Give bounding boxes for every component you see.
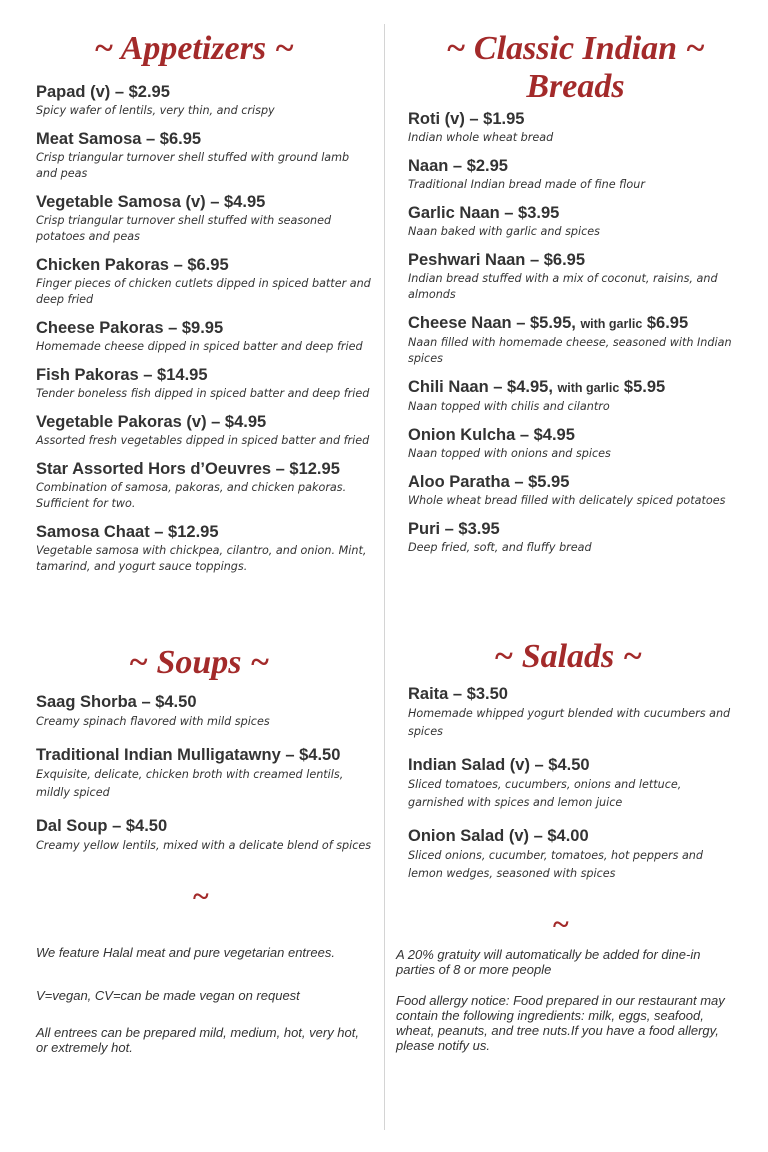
- menu-item: [408, 203, 738, 240]
- menu-item: [408, 755, 738, 812]
- item-desc: Naan topped with chilis and cilantro: [408, 400, 610, 413]
- ornament-right: ~: [553, 908, 569, 941]
- item-name-garlic-note: with garlic: [557, 381, 620, 395]
- item-desc: Indian bread stuffed with a mix of coconut, raisins, and almonds: [408, 272, 718, 301]
- item-name: Meat Samosa – $6.95: [36, 130, 202, 148]
- item-name: Naan – $2.95: [408, 157, 508, 175]
- item-desc: Crisp triangular turnover shell stuffed with ground lamb and peas: [36, 151, 350, 180]
- item-name: Cheese Pakoras – $9.95: [36, 319, 224, 337]
- item-desc: Creamy spinach flavored with mild spices: [36, 715, 270, 728]
- item-name: Saag Shorba – $4.50: [36, 693, 197, 711]
- salads-section: [408, 638, 738, 897]
- soups-section: [36, 644, 372, 869]
- menu-item: [36, 192, 372, 245]
- note-spice-levels: All entrees can be prepared mild, medium, hot, very hot, or extremely hot.: [36, 1025, 359, 1055]
- menu-item: [408, 684, 738, 741]
- note-halal: We feature Halal meat and pure vegetarian entrees.: [36, 945, 335, 960]
- menu-item: [36, 129, 372, 182]
- menu-item: [36, 692, 372, 731]
- menu-item: [36, 522, 372, 575]
- item-name-main: Chili Naan – $4.95,: [408, 378, 553, 396]
- item-name: Roti (v) – $1.95: [408, 110, 525, 128]
- menu-item: [36, 318, 372, 355]
- item-desc: Homemade cheese dipped in spiced batter and deep fried: [36, 340, 363, 353]
- item-name-garlic-note: with garlic: [580, 317, 643, 331]
- notes-left: [36, 945, 372, 1055]
- item-desc: Finger pieces of chicken cutlets dipped in spiced batter and deep fried: [36, 277, 371, 306]
- item-name: Samosa Chaat – $12.95: [36, 523, 219, 541]
- appetizers-section: [36, 30, 372, 585]
- menu-item: [408, 377, 738, 415]
- item-desc: Combination of samosa, pakoras, and chicken pakoras. Sufficient for two.: [36, 481, 347, 510]
- menu-item: [408, 826, 738, 883]
- breads-heading: [413, 30, 738, 106]
- item-desc: Exquisite, delicate, chicken broth with creamed lentils, mildly spiced: [36, 768, 344, 799]
- note-food-allergy: Food allergy notice: Food prepared in our restaurant may contain the following ingredients: milk, eggs, seafood, wheat, peanuts, and tree nuts.If you have a food allergy, please notify us.: [396, 993, 725, 1053]
- breads-heading-line-1: ~ Classic Indian ~: [446, 30, 705, 67]
- menu-item: [36, 412, 372, 449]
- item-name: Vegetable Pakoras (v) – $4.95: [36, 413, 267, 431]
- menu-item: [408, 313, 738, 367]
- breads-list: [408, 109, 738, 556]
- item-name: Traditional Indian Mulligatawny – $4.50: [36, 746, 341, 764]
- item-name: Garlic Naan – $3.95: [408, 204, 560, 222]
- notes-right: [396, 947, 741, 1053]
- breads-section: [408, 30, 738, 566]
- menu-item: [36, 255, 372, 308]
- item-name: Vegetable Samosa (v) – $4.95: [36, 193, 266, 211]
- appetizers-list: [36, 82, 372, 575]
- item-desc: Deep fried, soft, and fluffy bread: [408, 541, 592, 554]
- menu-item: [36, 816, 372, 855]
- item-name: Peshwari Naan – $6.95: [408, 251, 586, 269]
- item-desc: Naan topped with onions and spices: [408, 447, 611, 460]
- menu-item: [408, 109, 738, 146]
- item-desc: Naan filled with homemade cheese, seasoned with Indian spices: [408, 336, 732, 365]
- ornament-left: ~: [193, 880, 209, 913]
- note-vegan: V=vegan, CV=can be made vegan on request: [36, 988, 300, 1003]
- item-desc: Sliced tomatoes, cucumbers, onions and lettuce, garnished with spices and lemon juice: [408, 778, 682, 809]
- item-desc: Assorted fresh vegetables dipped in spiced batter and fried: [36, 434, 370, 447]
- menu-item: [408, 156, 738, 193]
- item-name: Aloo Paratha – $5.95: [408, 473, 570, 491]
- item-name: [408, 313, 738, 335]
- item-desc: Indian whole wheat bread: [408, 131, 554, 144]
- item-desc: Crisp triangular turnover shell stuffed with seasoned potatoes and peas: [36, 214, 332, 243]
- item-name: Papad (v) – $2.95: [36, 83, 170, 101]
- item-name: Raita – $3.50: [408, 685, 508, 703]
- item-name: Fish Pakoras – $14.95: [36, 366, 208, 384]
- item-name-main: Cheese Naan – $5.95,: [408, 314, 576, 332]
- soups-list: [36, 692, 372, 855]
- salads-heading: ~ Salads ~: [493, 638, 643, 675]
- menu-item: [36, 459, 372, 512]
- item-name: [408, 377, 738, 399]
- menu-item: [408, 519, 738, 556]
- item-name: Dal Soup – $4.50: [36, 817, 168, 835]
- menu-item: [36, 745, 372, 802]
- appetizers-heading: ~ Appetizers ~: [94, 30, 294, 67]
- item-desc: Whole wheat bread filled with delicately spiced potatoes: [408, 494, 726, 507]
- menu-item: [408, 250, 738, 303]
- item-desc: Traditional Indian bread made of fine flour: [408, 178, 645, 191]
- item-desc: Spicy wafer of lentils, very thin, and crispy: [36, 104, 275, 117]
- item-desc: Sliced onions, cucumber, tomatoes, hot peppers and lemon wedges, seasoned with spices: [408, 849, 703, 880]
- soups-heading: ~ Soups ~: [128, 644, 270, 681]
- item-name: Chicken Pakoras – $6.95: [36, 256, 229, 274]
- column-divider: [384, 24, 385, 1130]
- menu-item: [408, 472, 738, 509]
- item-desc: Homemade whipped yogurt blended with cucumbers and spices: [408, 707, 731, 738]
- menu-item: [36, 82, 372, 119]
- menu-item: [36, 365, 372, 402]
- item-name: Indian Salad (v) – $4.50: [408, 756, 590, 774]
- item-name: Onion Kulcha – $4.95: [408, 426, 575, 444]
- menu-item: [408, 425, 738, 462]
- item-name: Star Assorted Hors d’Oeuvres – $12.95: [36, 460, 340, 478]
- breads-heading-line-2: Breads: [526, 68, 625, 105]
- item-name: Puri – $3.95: [408, 520, 500, 538]
- item-name-garlic-price: $5.95: [623, 378, 666, 396]
- item-name-garlic-price: $6.95: [646, 314, 689, 332]
- item-desc: Vegetable samosa with chickpea, cilantro, and onion. Mint, tamarind, and yogurt sauce toppings.: [36, 544, 367, 573]
- item-name: Onion Salad (v) – $4.00: [408, 827, 589, 845]
- note-gratuity: A 20% gratuity will automatically be added for dine-in parties of 8 or more people: [396, 947, 701, 977]
- item-desc: Tender boneless fish dipped in spiced batter and deep fried: [36, 387, 370, 400]
- item-desc: Creamy yellow lentils, mixed with a delicate blend of spices: [36, 839, 372, 852]
- item-desc: Naan baked with garlic and spices: [408, 225, 600, 238]
- salads-list: [408, 684, 738, 883]
